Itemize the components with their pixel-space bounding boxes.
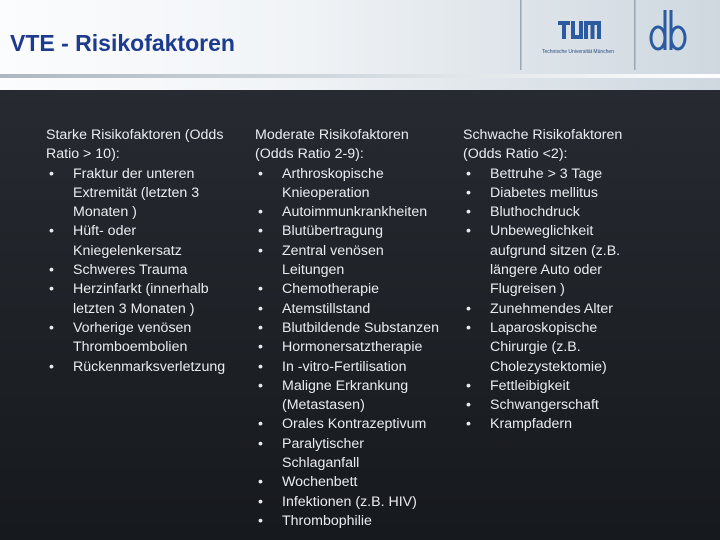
risk-factor-text: • Thrombophilie: [282, 512, 372, 529]
slide-title: VTE - Risikofaktoren: [10, 30, 235, 56]
risk-factor-text: Kniegelenkersatz: [73, 242, 182, 259]
risk-factor-text: • Unbeweglichkeit: [490, 223, 594, 240]
column-heading-line: Ratio > 10):: [46, 146, 120, 163]
risk-factor-item: [463, 319, 638, 377]
risk-factor-text: • Orales Kontrazeptivum: [282, 416, 427, 433]
risk-factor-item: [255, 280, 465, 299]
column-heading-line: Schwache Risikofaktoren: [463, 127, 623, 143]
risk-factor-text: • In -vitro-Fertilisation: [282, 358, 407, 375]
risk-factor-item: [255, 377, 465, 416]
risk-factor-text: • Vorherige venösen: [73, 319, 192, 336]
risk-factor-item: [255, 203, 465, 222]
risk-factor-text: Chirurgie (z.B.: [490, 339, 581, 356]
risk-factor-list: [255, 165, 465, 532]
risk-factor-item: [46, 222, 256, 261]
risk-factor-item: [463, 184, 638, 203]
risk-factor-item: [255, 300, 465, 319]
risk-factor-list: [463, 165, 638, 435]
db-logo: [632, 0, 702, 70]
risk-factor-item: [46, 280, 256, 319]
risk-factor-text: • Infektionen (z.B. HIV): [282, 493, 417, 510]
risk-factor-item: [463, 396, 638, 415]
risk-factor-item: [463, 222, 638, 299]
header-divider: [0, 74, 720, 78]
risk-factor-list: [46, 165, 256, 377]
risk-factor-text: längere Auto oder: [490, 262, 603, 279]
risk-factor-text: • Atemstillstand: [282, 300, 371, 317]
risk-factor-text: Flugreisen ): [490, 281, 565, 298]
risk-factor-text: • Arthroskopische: [282, 165, 384, 182]
strong-risk-factors-column: [46, 126, 256, 377]
risk-factor-text: Extremität (letzten 3: [73, 184, 200, 201]
risk-factor-item: [463, 300, 638, 319]
risk-factor-item: [255, 358, 465, 377]
risk-factor-text: • Bettruhe > 3 Tage: [490, 165, 603, 182]
risk-factor-item: [255, 493, 465, 512]
risk-factor-text: • Schwangerschaft: [490, 397, 599, 414]
risk-factor-text: • Schweres Trauma: [73, 262, 188, 279]
risk-factor-text: • Blutbildende Substanzen: [282, 319, 439, 336]
risk-factor-text: Cholezystektomie): [490, 358, 607, 375]
risk-factor-text: Leitungen: [282, 262, 345, 279]
column-heading-line: Moderate Risikofaktoren: [255, 127, 409, 143]
risk-factor-item: [463, 165, 638, 184]
risk-factor-text: aufgrund sitzen (z.B.: [490, 242, 621, 259]
risk-factor-text: • Chemotherapie: [282, 281, 380, 298]
risk-factor-text: • Rückenmarksverletzung: [73, 358, 226, 375]
risk-factor-text: • Fraktur der unteren: [73, 165, 195, 182]
risk-factor-text: • Zunehmendes Alter: [490, 300, 614, 317]
risk-factor-item: [46, 319, 256, 358]
risk-factor-item: [463, 203, 638, 222]
risk-factor-item: [46, 165, 256, 223]
risk-factor-text: • Maligne Erkrankung: [282, 377, 409, 394]
risk-factor-item: [463, 415, 638, 434]
risk-factor-item: [255, 222, 465, 241]
risk-factor-item: [255, 415, 465, 434]
risk-factor-text: • Paralytischer: [282, 435, 365, 452]
risk-factor-item: [255, 338, 465, 357]
slide-header: [0, 0, 720, 90]
column-heading-line: Starke Risikofaktoren (Odds: [46, 127, 224, 143]
moderate-risk-factors-column: [255, 126, 465, 531]
risk-factor-text: • Autoimmunkrankheiten: [282, 204, 428, 221]
risk-factor-item: [255, 165, 465, 204]
risk-factor-text: • Bluthochdruck: [490, 204, 580, 221]
risk-factor-item: [255, 242, 465, 281]
risk-factor-text: • Herzinfarkt (innerhalb: [73, 281, 209, 298]
risk-factor-text: Monaten ): [73, 204, 137, 221]
risk-factor-text: • Wochenbett: [282, 474, 358, 491]
risk-factor-item: [463, 377, 638, 396]
tum-logo-caption: Technische Universität München: [542, 49, 614, 55]
risk-factor-text: • Blutübertragung: [282, 223, 383, 240]
risk-factor-text: Schlaganfall: [282, 455, 360, 472]
risk-factor-text: • Diabetes mellitus: [490, 184, 599, 201]
column-heading-line: (Odds Ratio 2-9):: [255, 146, 364, 163]
risk-factor-text: • Krampfadern: [490, 416, 573, 433]
risk-factor-text: Knieoperation: [282, 184, 370, 201]
risk-factor-text: (Metastasen): [282, 397, 365, 414]
risk-factor-item: [255, 512, 465, 531]
risk-factor-item: [255, 319, 465, 338]
risk-factor-item: [255, 473, 465, 492]
risk-factor-text: Thromboembolien: [73, 339, 188, 356]
weak-risk-factors-column: [463, 126, 638, 435]
risk-factor-item: [255, 435, 465, 474]
risk-factor-text: • Zentral venösen: [282, 242, 384, 259]
risk-factor-text: • Hüft- oder: [73, 223, 137, 240]
risk-factor-text: • Hormonersatztherapie: [282, 339, 423, 356]
risk-factor-item: [46, 261, 256, 280]
risk-factor-text: • Laparoskopische: [490, 319, 598, 336]
risk-factor-item: [46, 358, 256, 377]
column-heading-line: (Odds Ratio <2):: [463, 146, 568, 163]
risk-factor-text: letzten 3 Monaten ): [73, 300, 195, 317]
risk-factor-text: • Fettleibigkeit: [490, 377, 570, 394]
tum-logo: [520, 0, 630, 70]
